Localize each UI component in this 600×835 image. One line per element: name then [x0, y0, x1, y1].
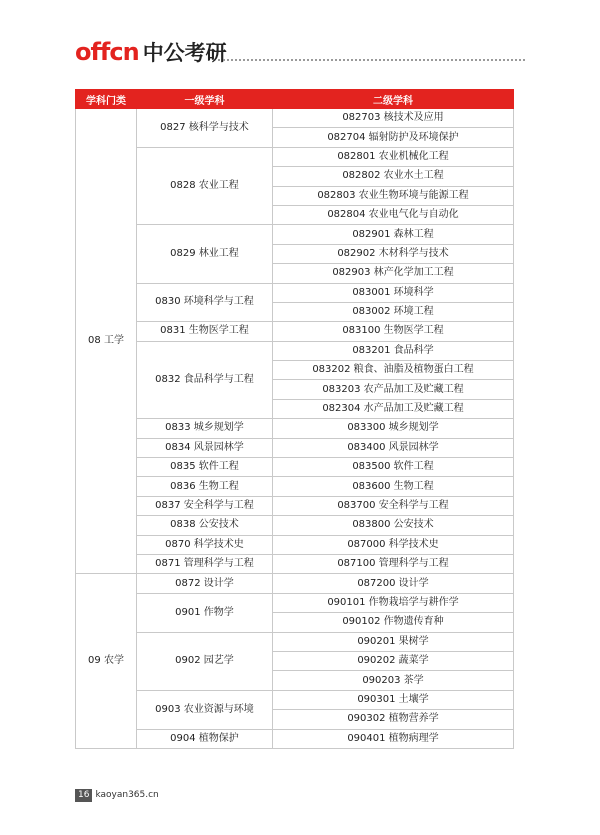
cell-level2: 090401 植物病理学 — [273, 729, 514, 748]
brand-logo — [75, 35, 227, 69]
cell-level2: 082802 农业水土工程 — [273, 167, 514, 186]
cell-level2: 090202 蔬菜学 — [273, 651, 514, 670]
table-body — [76, 109, 514, 749]
table-row — [76, 729, 514, 748]
cell-level1: 0838 公安技术 — [137, 516, 273, 535]
cell-level2: 090203 茶学 — [273, 671, 514, 690]
logo-cn-text: 中公考研 — [142, 41, 227, 65]
cell-level2: 083300 城乡规划学 — [273, 419, 514, 438]
table-row — [76, 477, 514, 496]
cell-level1: 0871 管理科学与工程 — [137, 554, 273, 573]
cell-level2: 082902 木材科学与技术 — [273, 244, 514, 263]
cell-level2: 082801 农业机械化工程 — [273, 147, 514, 166]
page-footer — [75, 788, 159, 802]
table-row — [76, 690, 514, 709]
table-row — [76, 632, 514, 651]
cell-level2: 083600 生物工程 — [273, 477, 514, 496]
page-header — [75, 35, 525, 69]
table-row — [76, 496, 514, 515]
cell-level2: 087100 管理科学与工程 — [273, 554, 514, 573]
cell-level2: 083201 食品科学 — [273, 341, 514, 360]
cell-level2: 083400 风景园林学 — [273, 438, 514, 457]
table-row — [76, 147, 514, 166]
table-row — [76, 109, 514, 128]
cell-level1: 0904 植物保护 — [137, 729, 273, 748]
cell-level1: 0833 城乡规划学 — [137, 419, 273, 438]
cell-level1: 0832 食品科学与工程 — [137, 341, 273, 419]
cell-level2: 083700 安全科学与工程 — [273, 496, 514, 515]
header-category: 学科门类 — [76, 90, 137, 109]
cell-level2: 083500 软件工程 — [273, 458, 514, 477]
cell-category: 09 农学 — [76, 574, 137, 749]
cell-level2: 083203 农产品加工及贮藏工程 — [273, 380, 514, 399]
cell-level2: 090201 果树学 — [273, 632, 514, 651]
cell-level2: 082803 农业生物环境与能源工程 — [273, 186, 514, 205]
table-row — [76, 283, 514, 302]
site-url: kaoyan365.cn — [95, 790, 159, 800]
cell-level1: 0903 农业资源与环境 — [137, 690, 273, 729]
cell-level1: 0901 作物学 — [137, 593, 273, 632]
logo-en-text: offcn — [75, 38, 139, 66]
cell-level1: 0827 核科学与技术 — [137, 109, 273, 148]
page-number: 16 — [75, 789, 92, 802]
cell-level2: 083800 公安技术 — [273, 516, 514, 535]
cell-level2: 090301 土壤学 — [273, 690, 514, 709]
cell-level2: 082804 农业电气化与自动化 — [273, 205, 514, 224]
cell-level2: 082703 核技术及应用 — [273, 109, 514, 128]
cell-level2: 090302 植物营养学 — [273, 710, 514, 729]
cell-level1: 0872 设计学 — [137, 574, 273, 593]
cell-level2: 083002 环境工程 — [273, 302, 514, 321]
table-row — [76, 535, 514, 554]
table-row — [76, 554, 514, 573]
cell-level2: 087000 科学技术史 — [273, 535, 514, 554]
cell-level2: 087200 设计学 — [273, 574, 514, 593]
cell-level1: 0835 软件工程 — [137, 458, 273, 477]
cell-level1: 0837 安全科学与工程 — [137, 496, 273, 515]
table-row — [76, 458, 514, 477]
cell-level1: 0870 科学技术史 — [137, 535, 273, 554]
cell-level1: 0830 环境科学与工程 — [137, 283, 273, 322]
cell-category: 08 工学 — [76, 109, 137, 574]
table-row — [76, 593, 514, 612]
cell-level2: 082901 森林工程 — [273, 225, 514, 244]
table-row — [76, 341, 514, 360]
cell-level2: 090101 作物栽培学与耕作学 — [273, 593, 514, 612]
header-dotted-divider — [218, 59, 525, 61]
table-row — [76, 516, 514, 535]
cell-level2: 083100 生物医学工程 — [273, 322, 514, 341]
cell-level1: 0829 林业工程 — [137, 225, 273, 283]
cell-level1: 0834 风景园林学 — [137, 438, 273, 457]
header-level2: 二级学科 — [273, 90, 514, 109]
table-row — [76, 574, 514, 593]
discipline-table — [75, 89, 514, 749]
header-level1: 一级学科 — [137, 90, 273, 109]
cell-level2: 082304 水产品加工及贮藏工程 — [273, 399, 514, 418]
cell-level2: 082903 林产化学加工工程 — [273, 264, 514, 283]
table-row — [76, 438, 514, 457]
cell-level2: 090102 作物遗传育种 — [273, 613, 514, 632]
cell-level2: 083202 粮食、油脂及植物蛋白工程 — [273, 361, 514, 380]
table-header-row — [76, 90, 514, 109]
cell-level2: 082704 辐射防护及环境保护 — [273, 128, 514, 147]
table-row — [76, 419, 514, 438]
table-row — [76, 225, 514, 244]
cell-level1: 0902 园艺学 — [137, 632, 273, 690]
cell-level1: 0831 生物医学工程 — [137, 322, 273, 341]
cell-level1: 0836 生物工程 — [137, 477, 273, 496]
table-row — [76, 322, 514, 341]
cell-level2: 083001 环境科学 — [273, 283, 514, 302]
cell-level1: 0828 农业工程 — [137, 147, 273, 225]
